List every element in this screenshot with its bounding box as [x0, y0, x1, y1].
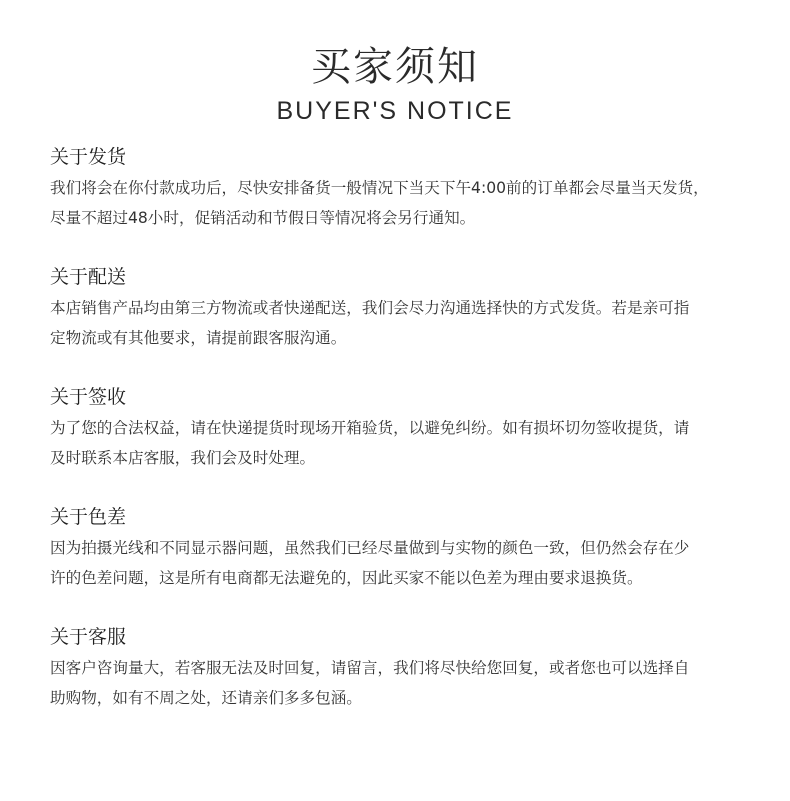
section-heading: 关于配送 [50, 266, 127, 288]
section-body [50, 173, 740, 233]
section-body [50, 653, 740, 713]
section-customer-service [50, 624, 740, 713]
section-heading: 关于色差 [50, 506, 127, 528]
section-line: 为了您的合法权益，请在快递提货时现场开箱验货，以避免纠纷。如有损坏切勿签收提货，请 [50, 419, 690, 437]
section-line: 助购物，如有不周之处，还请亲们多多包涵。 [50, 689, 362, 707]
section-body [50, 533, 740, 593]
section-line: 尽量不超过48小时，促销活动和节假日等情况将会另行通知。 [50, 209, 476, 227]
page-subtitle: BUYER'S NOTICE [276, 97, 514, 125]
section-body [50, 413, 740, 473]
section-line: 因为拍摄光线和不同显示器问题，虽然我们已经尽量做到与实物的颜色一致，但仍然会存在少 [50, 539, 690, 557]
section-shipping [50, 144, 740, 233]
section-line: 本店销售产品均由第三方物流或者快递配送，我们会尽力沟通选择快的方式发货。若是亲可指 [50, 299, 690, 317]
section-receipt [50, 384, 740, 473]
section-line: 我们将会在你付款成功后，尽快安排备货一般情况下当天下午4:00前的订单都会尽量当天发货， [50, 179, 709, 197]
section-body [50, 293, 740, 353]
section-heading: 关于签收 [50, 386, 127, 408]
section-delivery [50, 264, 740, 353]
section-line: 许的色差问题，这是所有电商都无法避免的，因此买家不能以色差为理由要求退换货。 [50, 569, 643, 587]
section-heading: 关于客服 [50, 626, 127, 648]
section-color-difference [50, 504, 740, 593]
section-line: 因客户咨询量大，若客服无法及时回复，请留言，我们将尽快给您回复，或者您也可以选择自 [50, 659, 690, 677]
section-heading: 关于发货 [50, 146, 127, 168]
section-line: 及时联系本店客服，我们会及时处理。 [50, 449, 316, 467]
section-line: 定物流或有其他要求，请提前跟客服沟通。 [50, 329, 347, 347]
page-title: 买家须知 [311, 44, 479, 90]
